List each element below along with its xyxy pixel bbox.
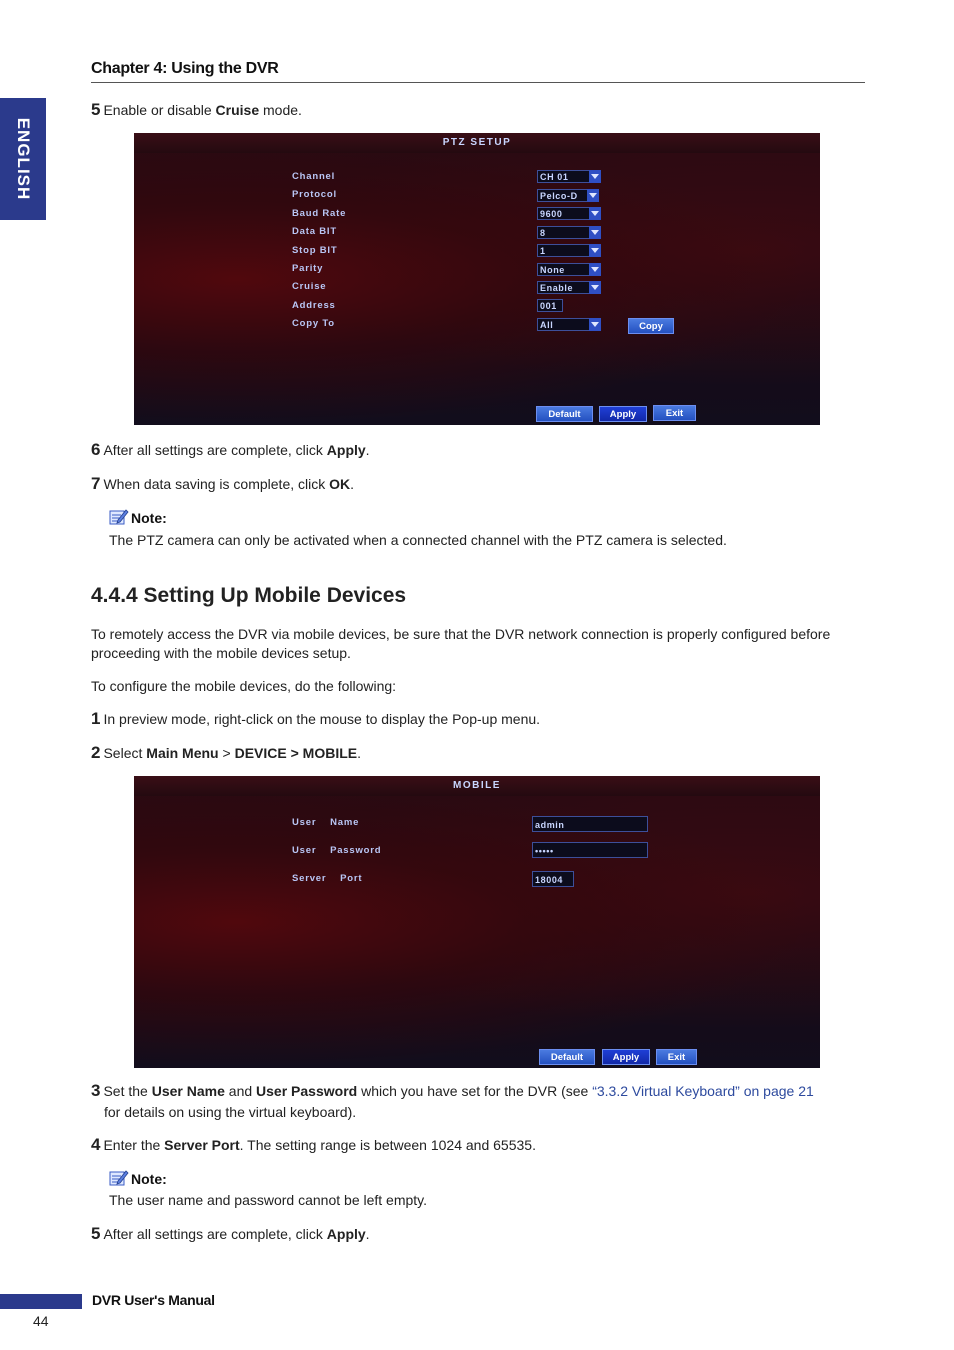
note-2-text: The user name and password cannot be left empty.: [109, 1192, 428, 1208]
copy-button[interactable]: Copy: [628, 318, 674, 334]
label-copy-to: Copy To: [292, 318, 335, 329]
chevron-down-icon: [589, 226, 601, 239]
label-baud-rate: Baud Rate: [292, 208, 347, 219]
select-copy-to[interactable]: All: [537, 318, 601, 331]
select-cruise[interactable]: Enable: [537, 281, 601, 294]
chevron-down-icon: [589, 263, 601, 276]
address-input[interactable]: 001: [537, 299, 563, 312]
step-1-preview: 1 In preview mode, right-click on the mouse to display the Pop-up menu.: [91, 709, 541, 728]
mobile-screenshot: [134, 776, 820, 1068]
chevron-down-icon: [587, 189, 599, 202]
step-3-credentials: 3 Set the User Name and User Password which you have set for the DVR (see “3.3.2 Virtual Keyboard” on page 21: [91, 1081, 814, 1100]
default-button[interactable]: Default: [539, 1049, 595, 1065]
select-data-bit[interactable]: 8: [537, 226, 601, 239]
exit-button[interactable]: Exit: [653, 405, 696, 421]
step-2-select-menu: 2 Select Main Menu > DEVICE > MOBILE.: [91, 743, 362, 762]
label-user-name: User Name: [292, 817, 360, 828]
ptz-setup-title: PTZ SETUP: [134, 133, 820, 153]
chevron-down-icon: [589, 318, 601, 331]
label-cruise: Cruise: [292, 281, 327, 292]
step-3-continuation: for details on using the virtual keyboard).: [104, 1104, 357, 1120]
step-5-cruise: 5 Enable or disable Cruise mode.: [91, 100, 302, 119]
apply-button[interactable]: Apply: [602, 1049, 650, 1065]
select-stop-bit[interactable]: 1: [537, 244, 601, 257]
default-button[interactable]: Default: [536, 406, 593, 422]
chevron-down-icon: [589, 244, 601, 257]
label-address: Address: [292, 300, 336, 311]
note-pencil-icon: [109, 508, 129, 526]
ptz-setup-screenshot: [134, 133, 820, 425]
chevron-down-icon: [589, 281, 601, 294]
virtual-keyboard-link[interactable]: “3.3.2 Virtual Keyboard” on page 21: [592, 1083, 814, 1099]
user-password-input[interactable]: •••••: [532, 842, 648, 858]
label-stop-bit: Stop BIT: [292, 245, 338, 256]
mobile-title: MOBILE: [134, 776, 820, 796]
chevron-down-icon: [589, 170, 601, 183]
language-side-tab: [0, 98, 46, 220]
user-name-input[interactable]: admin: [532, 816, 648, 832]
footer-bar: [0, 1294, 82, 1309]
step-4-server-port: 4 Enter the Server Port. The setting range is between 1024 and 65535.: [91, 1135, 536, 1154]
section-heading: 4.4.4 Setting Up Mobile Devices: [91, 584, 407, 607]
label-data-bit: Data BIT: [292, 226, 337, 237]
select-channel[interactable]: CH 01: [537, 170, 601, 183]
label-user-password: User Password: [292, 845, 382, 856]
server-port-input[interactable]: 18004: [532, 871, 574, 887]
configure-paragraph: To configure the mobile devices, do the following:: [91, 678, 397, 694]
label-channel: Channel: [292, 171, 336, 182]
select-baud-rate[interactable]: 9600: [537, 207, 601, 220]
side-tab-label: ENGLISH: [14, 117, 33, 201]
step-7-ok: 7 When data saving is complete, click OK.: [91, 474, 355, 493]
chevron-down-icon: [589, 207, 601, 220]
note-pencil-icon: [109, 1169, 129, 1187]
label-server-port: Server Port: [292, 873, 363, 884]
note-1-heading: Note:: [109, 508, 167, 526]
label-parity: Parity: [292, 263, 324, 274]
footer-title: DVR User's Manual: [92, 1292, 215, 1308]
note-2-heading: Note:: [109, 1169, 167, 1187]
select-parity[interactable]: None: [537, 263, 601, 276]
step-5-apply: 5 After all settings are complete, click Apply.: [91, 1224, 370, 1243]
page-number: 44: [33, 1313, 49, 1329]
label-protocol: Protocol: [292, 189, 337, 200]
intro-paragraph: To remotely access the DVR via mobile devices, be sure that the DVR network connection is properly configured before proceeding with the mobile devices setup.: [91, 626, 831, 661]
select-protocol[interactable]: Pelco-D: [537, 189, 599, 202]
note-1-text: The PTZ camera can only be activated when a connected channel with the PTZ camera is selected.: [109, 532, 727, 548]
step-6-apply: 6 After all settings are complete, click Apply.: [91, 440, 370, 459]
chapter-header: Chapter 4: Using the DVR: [91, 60, 865, 83]
apply-button[interactable]: Apply: [599, 406, 647, 422]
exit-button[interactable]: Exit: [656, 1049, 697, 1065]
